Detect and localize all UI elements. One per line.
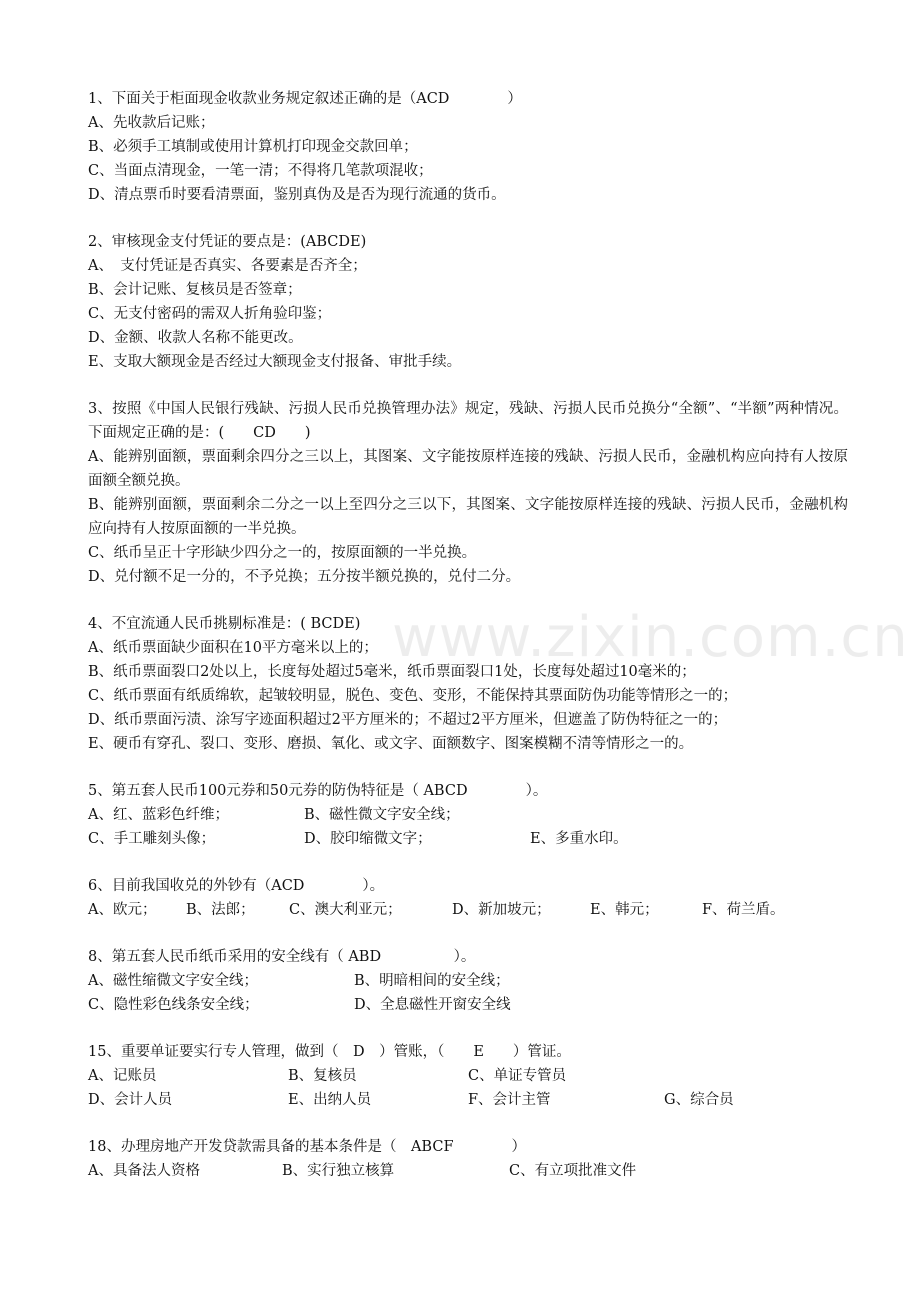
question-stem: 3、按照《中国人民银行残缺、污损人民币兑换管理办法》规定，残缺、污损人民币兑换分“全额”、“半额”两种情况。下面规定正确的是：( CD ) bbox=[88, 401, 848, 441]
option-b: B、复核员 bbox=[288, 1068, 357, 1084]
options-row bbox=[88, 1088, 848, 1112]
option-a: A、先收款后记账； bbox=[88, 115, 215, 131]
option-c: C、纸币票面有纸质绵软，起皱较明显，脱色、变色、变形，不能保持其票面防伪功能等情形之一的； bbox=[88, 688, 738, 704]
question-15 bbox=[88, 1040, 848, 1112]
option-g: G、综合员 bbox=[664, 1092, 734, 1108]
option-d: D、清点票币时要看清票面，鉴别真伪及是否为现行流通的货币。 bbox=[88, 187, 506, 203]
option-d: D、兑付额不足一分的，不予兑换；五分按半额兑换的，兑付二分。 bbox=[88, 569, 521, 585]
options-row bbox=[88, 827, 848, 851]
option-c: C、隐性彩色线条安全线； bbox=[88, 997, 259, 1013]
question-stem: 1、下面关于柜面现金收款业务规定叙述正确的是（ACD ） bbox=[88, 91, 522, 107]
option-f: F、会计主管 bbox=[468, 1092, 551, 1108]
question-8 bbox=[88, 945, 848, 1017]
question-stem: 5、第五套人民币100元券和50元券的防伪特征是（ ABCD ）。 bbox=[88, 783, 548, 799]
option-c: C、当面点清现金，一笔一清；不得将几笔款项混收； bbox=[88, 163, 433, 179]
option-b: B、明暗相间的安全线； bbox=[354, 973, 510, 989]
option-b: B、纸币票面裂口2处以上，长度每处超过5毫米，纸币票面裂口1处，长度每处超过10毫米的； bbox=[88, 664, 696, 680]
option-a: A、磁性缩微文字安全线； bbox=[88, 973, 258, 989]
option-b: B、磁性微文字安全线； bbox=[304, 807, 460, 823]
option-e: E、多重水印。 bbox=[530, 831, 628, 847]
option-b: B、会计记账、复核员是否签章； bbox=[88, 282, 302, 298]
question-5 bbox=[88, 779, 848, 851]
option-d: D、胶印缩微文字； bbox=[304, 831, 432, 847]
question-18 bbox=[88, 1135, 848, 1183]
option-e: E、硬币有穿孔、裂口、变形、磨损、氧化、或文字、面额数字、图案模糊不清等情形之一的。 bbox=[88, 736, 694, 752]
option-a: A、能辨别面额，票面剩余四分之三以上，其图案、文字能按原样连接的残缺、污损人民币，金融机构应向持有人按原面额全额兑换。 bbox=[88, 449, 848, 489]
question-1 bbox=[88, 87, 848, 207]
option-c: C、澳大利亚元； bbox=[289, 902, 402, 918]
option-a: A、具备法人资格 bbox=[88, 1163, 200, 1179]
option-b: B、法郎； bbox=[186, 902, 255, 918]
option-a: A、欧元； bbox=[88, 902, 157, 918]
option-e: E、韩元； bbox=[590, 902, 659, 918]
question-stem: 6、目前我国收兑的外钞有（ACD ）。 bbox=[88, 878, 385, 894]
option-a: A、纸币票面缺少面积在10平方毫米以上的； bbox=[88, 640, 378, 656]
question-4 bbox=[88, 612, 848, 756]
option-c: C、有立项批准文件 bbox=[509, 1163, 637, 1179]
option-e: E、支取大额现金是否经过大额现金支付报备、审批手续。 bbox=[88, 354, 462, 370]
question-stem: 4、不宜流通人民币挑剔标准是：( BCDE) bbox=[88, 616, 361, 632]
option-c: C、无支付密码的需双人折角验印鉴； bbox=[88, 306, 332, 322]
option-a: A、 支付凭证是否真实、各要素是否齐全； bbox=[88, 258, 367, 274]
options-row bbox=[88, 969, 848, 993]
option-c: C、纸币呈正十字形缺少四分之一的，按原面额的一半兑换。 bbox=[88, 545, 477, 561]
options-row bbox=[88, 898, 848, 922]
question-stem: 18、办理房地产开发贷款需具备的基本条件是（ ABCF ） bbox=[88, 1139, 526, 1155]
option-d: D、会计人员 bbox=[88, 1092, 173, 1108]
watermark: www.zixin.com.cn bbox=[392, 605, 909, 670]
option-d: D、纸币票面污渍、涂写字迹面积超过2平方厘米的；不超过2平方厘米，但遮盖了防伪特征之一的； bbox=[88, 712, 728, 728]
option-a: A、红、蓝彩色纤维； bbox=[88, 807, 229, 823]
option-d: D、全息磁性开窗安全线 bbox=[354, 997, 511, 1013]
question-stem: 2、审核现金支付凭证的要点是：(ABCDE) bbox=[88, 234, 367, 250]
option-d: D、新加坡元； bbox=[452, 902, 551, 918]
option-e: E、出纳人员 bbox=[288, 1092, 372, 1108]
question-3 bbox=[88, 397, 848, 589]
question-stem: 15、重要单证要实行专人管理，做到（ D ）管账，（ E ）管证。 bbox=[88, 1044, 571, 1060]
options-row bbox=[88, 803, 848, 827]
question-stem: 8、第五套人民币纸币采用的安全线有（ ABD ）。 bbox=[88, 949, 476, 965]
options-row bbox=[88, 1159, 848, 1183]
options-row bbox=[88, 1064, 848, 1088]
option-c: C、手工雕刻头像； bbox=[88, 831, 216, 847]
document-body bbox=[88, 87, 848, 1206]
option-f: F、荷兰盾。 bbox=[702, 902, 785, 918]
option-c: C、单证专管员 bbox=[468, 1068, 567, 1084]
option-b: B、实行独立核算 bbox=[282, 1163, 395, 1179]
option-a: A、记账员 bbox=[88, 1068, 157, 1084]
question-2 bbox=[88, 230, 848, 374]
option-d: D、金额、收款人名称不能更改。 bbox=[88, 330, 303, 346]
option-b: B、能辨别面额，票面剩余二分之一以上至四分之三以下，其图案、文字能按原样连接的残缺、污损人民币，金融机构应向持有人按原面额的一半兑换。 bbox=[88, 497, 848, 537]
options-row bbox=[88, 993, 848, 1017]
question-6 bbox=[88, 874, 848, 922]
option-b: B、必须手工填制或使用计算机打印现金交款回单； bbox=[88, 139, 418, 155]
